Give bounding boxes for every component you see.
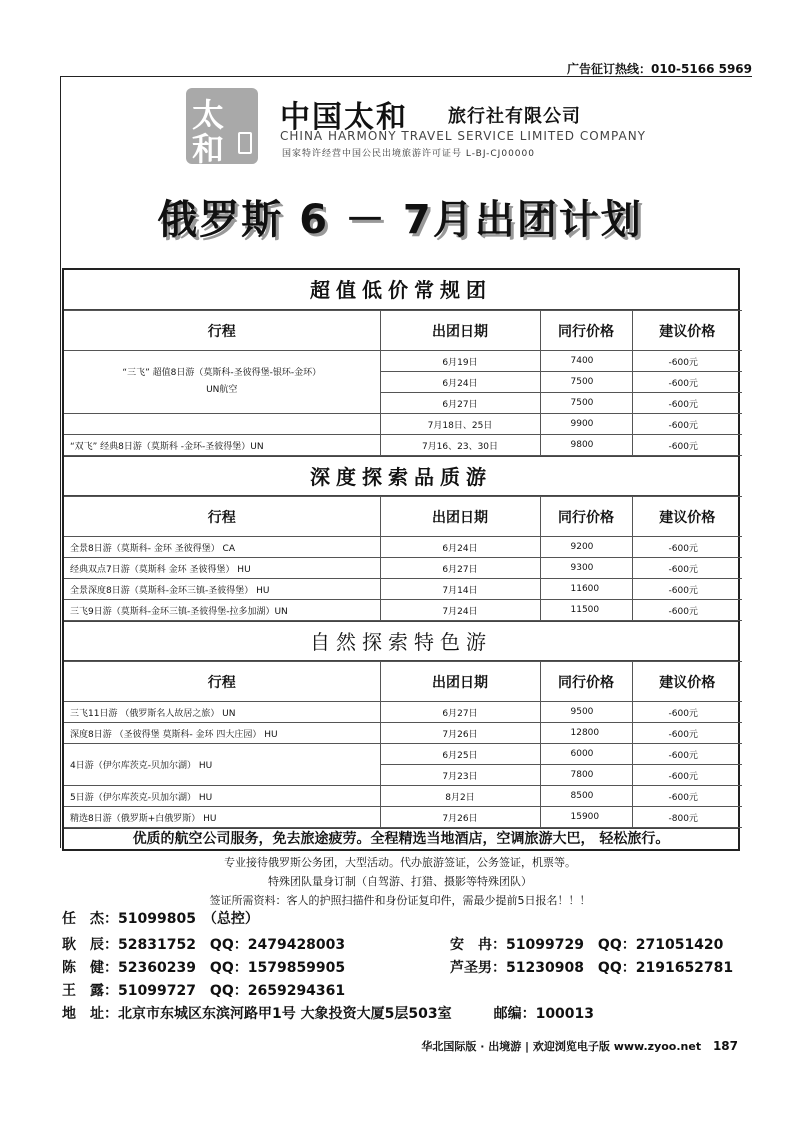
suggested-cell: -600元 xyxy=(632,579,742,600)
table-row xyxy=(64,537,742,558)
table-row xyxy=(64,579,742,600)
date-cell: 6月27日 xyxy=(380,558,540,579)
table-row xyxy=(64,807,742,828)
contact-left: 王 露：51099727 QQ：2659294361 xyxy=(62,983,346,999)
col-date: 出团日期 xyxy=(380,311,540,351)
date-cell: 7月18日、25日 xyxy=(380,414,540,435)
price-cell: 7500 xyxy=(540,372,632,393)
price-cell: 9800 xyxy=(540,435,632,456)
date-cell: 7月16、23、30日 xyxy=(380,435,540,456)
route-cell xyxy=(64,414,380,435)
tour-table xyxy=(64,496,742,621)
table-row xyxy=(64,702,742,723)
suggested-cell: -600元 xyxy=(632,414,742,435)
table-row xyxy=(64,786,742,807)
date-cell: 6月24日 xyxy=(380,537,540,558)
contact-row xyxy=(62,980,345,1000)
route-cell: 全景8日游（莫斯科- 金环 圣彼得堡） CA xyxy=(64,537,380,558)
price-cell: 9200 xyxy=(540,537,632,558)
col-date: 出团日期 xyxy=(380,662,540,702)
address: 地 址：北京市东城区东滨河路甲1号 大象投资大厦5层503室 邮编：100013 xyxy=(62,1006,595,1022)
service-banner: 优质的航空公司服务，免去旅途疲劳。全程精选当地酒店，空调旅游大巴， 轻松旅行。 xyxy=(64,828,738,849)
company-name-en: CHINA HARMONY TRAVEL SERVICE LIMITED COMPANY xyxy=(280,129,646,143)
suggested-cell: -600元 xyxy=(632,786,742,807)
note-line: 专业接待俄罗斯公务团，大型活动。代办旅游签证，公务签证，机票等。 xyxy=(224,856,576,869)
suggested-cell: -600元 xyxy=(632,372,742,393)
col-peer-price: 同行价格 xyxy=(540,311,632,351)
contact-right: 安 冉：51099729 QQ：271051420 xyxy=(450,937,724,953)
logo-seal-icon xyxy=(238,132,252,154)
date-cell: 7月24日 xyxy=(380,600,540,621)
page-number: 187 xyxy=(712,1039,738,1053)
suggested-cell: -600元 xyxy=(632,393,742,414)
logo-char-1: 太 xyxy=(192,96,225,134)
contact-left: 陈 健：52360239 QQ：1579859905 xyxy=(62,960,346,976)
section-title: 深度探索品质游 xyxy=(64,456,738,496)
date-cell: 8月2日 xyxy=(380,786,540,807)
price-cell: 9500 xyxy=(540,702,632,723)
col-peer-price: 同行价格 xyxy=(540,662,632,702)
logo-char-2: 和 xyxy=(192,130,225,168)
table-row xyxy=(64,435,742,456)
suggested-cell: -600元 xyxy=(632,600,742,621)
route-cell: 三飞9日游（莫斯科-金环三镇-圣彼得堡-拉多加湖）UN xyxy=(64,600,380,621)
col-date: 出团日期 xyxy=(380,497,540,537)
suggested-cell: -600元 xyxy=(632,744,742,765)
price-cell: 9900 xyxy=(540,414,632,435)
section-title: 超值低价常规团 xyxy=(64,270,738,310)
price-cell: 7400 xyxy=(540,351,632,372)
col-route: 行程 xyxy=(64,662,380,702)
suggested-cell: -600元 xyxy=(632,765,742,786)
contact-row xyxy=(62,908,259,928)
date-cell: 7月26日 xyxy=(380,807,540,828)
col-suggested-price: 建议价格 xyxy=(632,497,742,537)
table-row xyxy=(64,600,742,621)
suggested-cell: -800元 xyxy=(632,807,742,828)
page-footer xyxy=(421,1038,738,1054)
route-cell: 5日游（伊尔库茨克-贝加尔湖） HU xyxy=(64,786,380,807)
contact-right: 芦圣男：51230908 QQ：2191652781 xyxy=(450,960,734,976)
route-cell: 精选8日游（俄罗斯+白俄罗斯） HU xyxy=(64,807,380,828)
col-suggested-price: 建议价格 xyxy=(632,311,742,351)
route-cell: 全景深度8日游（莫斯科-金环三镇-圣彼得堡） HU xyxy=(64,579,380,600)
notes xyxy=(0,853,800,910)
route-cell xyxy=(64,351,380,414)
price-cell: 11500 xyxy=(540,600,632,621)
company-name-suffix: 旅行社有限公司 xyxy=(448,106,581,127)
col-route: 行程 xyxy=(64,497,380,537)
table-row xyxy=(64,744,742,765)
suggested-cell: -600元 xyxy=(632,558,742,579)
route-cell: 4日游（伊尔库茨克-贝加尔湖） HU xyxy=(64,744,380,786)
col-suggested-price: 建议价格 xyxy=(632,662,742,702)
table-row xyxy=(64,558,742,579)
table-row xyxy=(64,414,742,435)
company-name: 中国太和 xyxy=(280,100,408,135)
hotline: 广告征订热线：010-5166 5969 xyxy=(566,62,752,76)
price-cell: 9300 xyxy=(540,558,632,579)
date-cell: 6月19日 xyxy=(380,351,540,372)
tour-table xyxy=(64,310,742,456)
route-cell: 深度8日游 （圣彼得堡 莫斯科- 金环 四大庄园） HU xyxy=(64,723,380,744)
date-cell: 6月24日 xyxy=(380,372,540,393)
price-cell: 11600 xyxy=(540,579,632,600)
contact-left: 耿 辰：52831752 QQ：2479428003 xyxy=(62,937,346,953)
suggested-cell: -600元 xyxy=(632,351,742,372)
footer-text: 华北国际版 · 出境游 | 欢迎浏览电子版 www.zyoo.net xyxy=(421,1040,702,1053)
date-cell: 7月14日 xyxy=(380,579,540,600)
route-line: “三飞” 超值8日游（莫斯科-圣彼得堡-银环-金环） xyxy=(122,368,322,378)
date-cell: 7月23日 xyxy=(380,765,540,786)
table-row xyxy=(64,351,742,372)
price-cell: 7800 xyxy=(540,765,632,786)
tour-table xyxy=(64,661,742,828)
suggested-cell: -600元 xyxy=(632,702,742,723)
route-line: UN航空 xyxy=(206,385,238,395)
section-title: 自然探索特色游 xyxy=(64,621,738,661)
table-row xyxy=(64,723,742,744)
route-cell: 三飞11日游 （俄罗斯名人故居之旅） UN xyxy=(64,702,380,723)
date-cell: 6月25日 xyxy=(380,744,540,765)
suggested-cell: -600元 xyxy=(632,723,742,744)
date-cell: 7月26日 xyxy=(380,723,540,744)
tour-plan xyxy=(62,268,740,851)
price-cell: 6000 xyxy=(540,744,632,765)
address-row xyxy=(62,1003,594,1023)
note-line: 签证所需资料：客人的护照扫描件和身份证复印件，需最少提前5日报名！！！ xyxy=(209,894,591,907)
date-cell: 6月27日 xyxy=(380,702,540,723)
price-cell: 15900 xyxy=(540,807,632,828)
col-peer-price: 同行价格 xyxy=(540,497,632,537)
contact-left: 任 杰：51099805 （总控） xyxy=(62,911,259,927)
suggested-cell: -600元 xyxy=(632,537,742,558)
route-cell: “双飞” 经典8日游（莫斯科 -金环-圣彼得堡）UN xyxy=(64,435,380,456)
note-line: 特殊团队量身订制（自驾游、打猎、摄影等特殊团队） xyxy=(268,875,532,888)
route-cell: 经典双点7日游（莫斯科 金环 圣彼得堡） HU xyxy=(64,558,380,579)
price-cell: 7500 xyxy=(540,393,632,414)
company-logo xyxy=(186,88,258,168)
company-license: 国家特许经营中国公民出境旅游许可证号 L-BJ-CJ00000 xyxy=(282,149,535,159)
col-route: 行程 xyxy=(64,311,380,351)
price-cell: 12800 xyxy=(540,723,632,744)
page-title: 俄罗斯 6 － 7月出团计划 xyxy=(157,197,643,243)
date-cell: 6月27日 xyxy=(380,393,540,414)
suggested-cell: -600元 xyxy=(632,435,742,456)
top-rule xyxy=(60,76,752,77)
price-cell: 8500 xyxy=(540,786,632,807)
